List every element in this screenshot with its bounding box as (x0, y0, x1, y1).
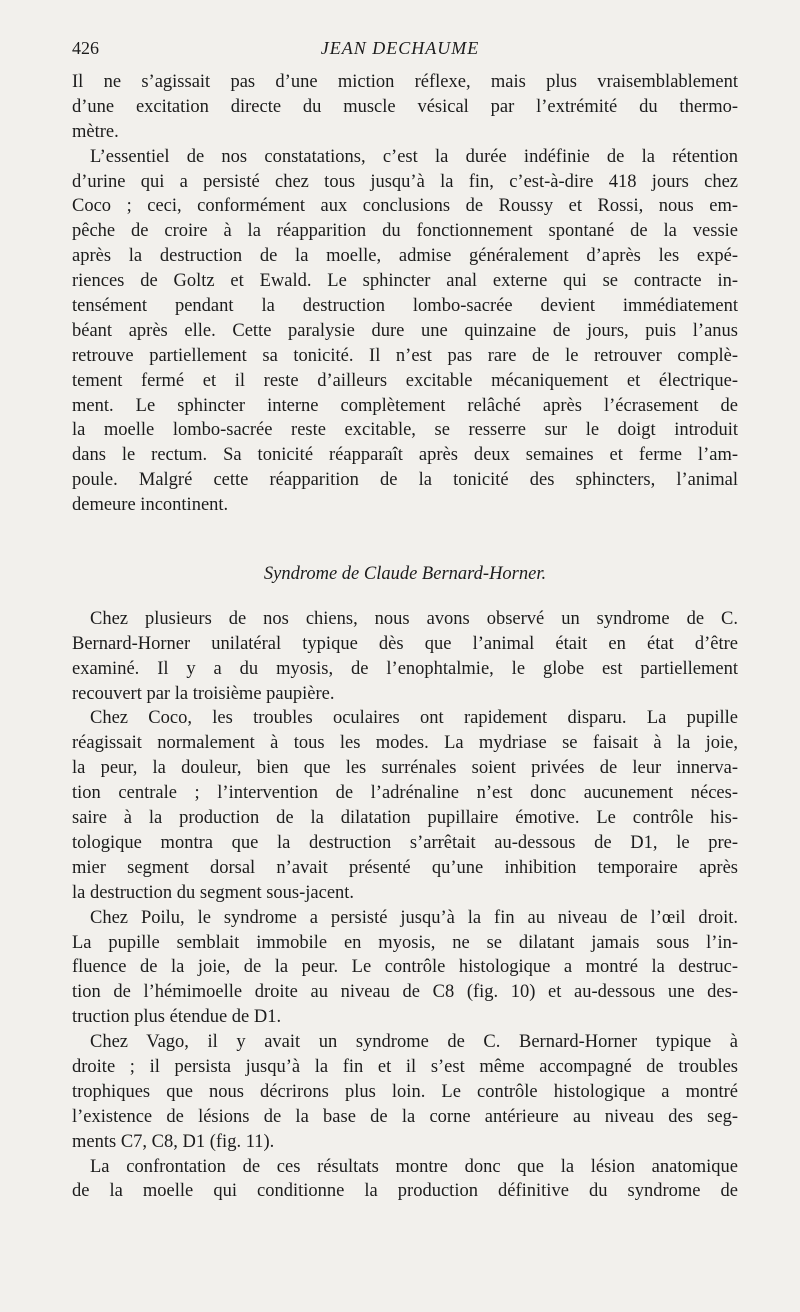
text-line: l’existence de lésions de la base de la corne antérieure au niveau des seg- (72, 1106, 738, 1127)
section-spacer (72, 518, 738, 562)
text-line: Il ne s’agissait pas d’une miction réflexe, mais plus vraisemblablement (72, 72, 738, 92)
text-line: Chez plusieurs de nos chiens, nous avons observé un syndrome de C. (90, 608, 738, 629)
text-line: d’une excitation directe du muscle vésical par l’extrémité du thermo- (72, 96, 738, 117)
text-line: la destruction du segment sous-jacent. (72, 882, 355, 903)
text-line: retrouve partiellement sa tonicité. Il n’est pas rare de le retrouver complè- (72, 345, 738, 366)
text-line: Chez Coco, les troubles oculaires ont rapidement disparu. La pupille (90, 708, 738, 729)
paragraph (72, 145, 738, 518)
paragraph (72, 906, 738, 1030)
text-line: Chez Vago, il y avait un syndrome de C. Bernard-Horner typique à (90, 1032, 738, 1053)
page-header (72, 38, 728, 64)
text-line: trophiques que nous décrirons plus loin. Le contrôle histologique a montré (72, 1081, 738, 1102)
text-line: tologique montra que la destruction s’arrêtait au-dessous de D1, le pre- (72, 832, 738, 853)
text-line: dans le rectum. Sa tonicité réapparaît après deux semaines et ferme l’am- (72, 445, 738, 466)
paragraph (72, 706, 738, 905)
section-spacer (72, 587, 738, 607)
text-line: demeure incontinent. (72, 495, 229, 516)
body-text (72, 70, 738, 1204)
text-line: Bernard-Horner unilatéral typique dès que l’animal était en état d’être (72, 633, 738, 654)
text-line: droite ; il persista jusqu’à la fin et il s’est même accompagné de troubles (72, 1056, 738, 1077)
text-line: tensément pendant la destruction lombo-sacrée devient immédiatement (72, 296, 738, 317)
text-line: La pupille semblait immobile en myosis, ne se dilatant jamais sous l’in- (72, 932, 738, 953)
page-number: 426 (72, 38, 99, 58)
text-line: L’essentiel de nos constatations, c’est la durée indéfinie de la rétention (90, 146, 738, 167)
text-line: poule. Malgré cette réapparition de la tonicité des sphincters, l’animal (72, 470, 738, 491)
text-line: mètre. (72, 121, 119, 142)
text-line: d’urine qui a persisté chez tous jusqu’à la fin, c’est-à-dire 418 jours chez (72, 171, 738, 192)
text-line: tion centrale ; l’intervention de l’adrénaline n’est donc aucunement néces- (72, 783, 738, 804)
text-line: Coco ; ceci, conformément aux conclusions de Roussy et Rossi, nous em- (72, 196, 738, 217)
text-line: après la destruction de la moelle, admise généralement d’après les expé- (72, 246, 738, 267)
text-line: saire à la production de la dilatation pupillaire émotive. Le contrôle his- (72, 808, 738, 829)
section-title: Syndrome de Claude Bernard-Horner. (263, 564, 547, 585)
text-line: pêche de croire à la réapparition du fonctionnement spontané de la vessie (72, 221, 738, 242)
text-line: ment. Le sphincter interne complètement relâché après l’écrasement de (72, 395, 738, 416)
text-line: tion de l’hémimoelle droite au niveau de C8 (fig. 10) et au-dessous une des- (72, 982, 738, 1003)
text-line: examiné. Il y a du myosis, de l’enophtalmie, le globe est partiellement (72, 658, 738, 679)
text-line: de la moelle qui conditionne la production définitive du syndrome de (72, 1181, 738, 1202)
paragraph (72, 607, 738, 707)
text-line: riences de Goltz et Ewald. Le sphincter anal externe qui se contracte in- (72, 271, 738, 292)
text-line: réagissait normalement à tous les modes. La mydriase se faisait à la joie, (72, 733, 738, 754)
paragraph (72, 70, 738, 145)
text-line: recouvert par la troisième paupière. (72, 683, 335, 704)
text-line: mier segment dorsal n’avait présenté qu’une inhibition temporaire après (72, 857, 738, 878)
running-head: JEAN DECHAUME (320, 38, 480, 58)
text-line: la peur, la douleur, bien que les surrénales soient privées de leur innerva- (72, 758, 738, 779)
paragraph (72, 1030, 738, 1154)
text-line: truction plus étendue de D1. (72, 1007, 282, 1028)
text-line: béant après elle. Cette paralysie dure une quinzaine de jours, puis l’anus (72, 320, 738, 341)
text-line: Chez Poilu, le syndrome a persisté jusqu’à la fin au niveau de l’œil droit. (90, 907, 738, 928)
text-line: la moelle lombo-sacrée reste excitable, se resserre sur le doigt introduit (72, 420, 738, 441)
text-line: La confrontation de ces résultats montre donc que la lésion anatomique (90, 1156, 738, 1177)
text-line: fluence de la joie, de la peur. Le contrôle histologique a montré la destruc- (72, 957, 738, 978)
text-line: tement fermé et il reste d’ailleurs excitable mécaniquement et électrique- (72, 370, 738, 391)
paragraph (72, 1155, 738, 1205)
text-line: ments C7, C8, D1 (fig. 11). (72, 1131, 275, 1152)
